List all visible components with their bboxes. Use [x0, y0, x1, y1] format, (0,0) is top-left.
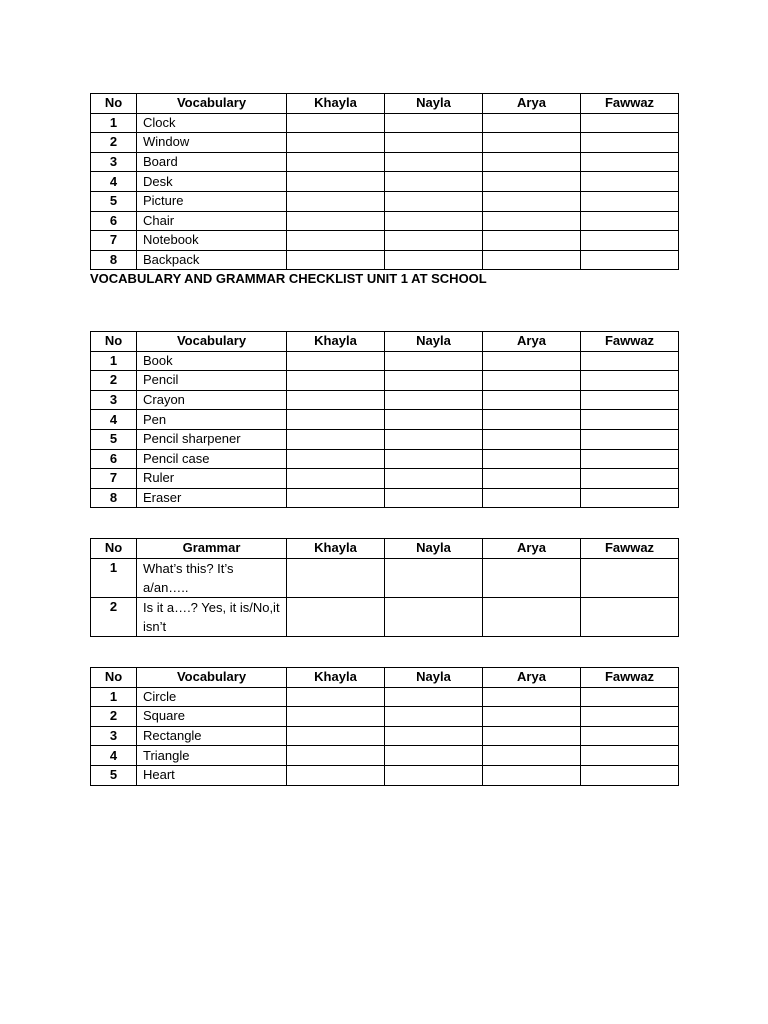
header-vocabulary: Vocabulary	[137, 332, 287, 352]
check-cell-nayla	[385, 390, 483, 410]
check-cell-fawwaz	[581, 687, 679, 707]
check-cell-khayla	[287, 231, 385, 251]
table-row	[91, 351, 679, 371]
header-student-khayla: Khayla	[287, 539, 385, 559]
table-row	[91, 152, 679, 172]
row-number: 4	[91, 410, 137, 430]
check-cell-arya	[483, 250, 581, 270]
row-number: 5	[91, 429, 137, 449]
table-row	[91, 211, 679, 231]
header-no: No	[91, 94, 137, 114]
check-cell-nayla	[385, 250, 483, 270]
check-cell-arya	[483, 429, 581, 449]
header-no: No	[91, 668, 137, 688]
check-cell-nayla	[385, 371, 483, 391]
row-number: 5	[91, 191, 137, 211]
check-cell-fawwaz	[581, 371, 679, 391]
table-row	[91, 250, 679, 270]
check-cell-arya	[483, 231, 581, 251]
check-cell-nayla	[385, 133, 483, 153]
check-cell-khayla	[287, 429, 385, 449]
row-number: 4	[91, 172, 137, 192]
item-label: Board	[137, 152, 287, 172]
table-row	[91, 429, 679, 449]
check-cell-khayla	[287, 449, 385, 469]
item-label: Triangle	[137, 746, 287, 766]
item-label: Window	[137, 133, 287, 153]
table-row	[91, 687, 679, 707]
row-number: 3	[91, 152, 137, 172]
check-cell-fawwaz	[581, 410, 679, 430]
check-cell-fawwaz	[581, 152, 679, 172]
item-label: Ruler	[137, 469, 287, 489]
check-cell-arya	[483, 687, 581, 707]
row-number: 2	[91, 133, 137, 153]
check-cell-arya	[483, 726, 581, 746]
table-row	[91, 191, 679, 211]
header-grammar: Grammar	[137, 539, 287, 559]
item-label: Rectangle	[137, 726, 287, 746]
item-label: Pen	[137, 410, 287, 430]
check-cell-fawwaz	[581, 726, 679, 746]
check-cell-arya	[483, 133, 581, 153]
table-row	[91, 133, 679, 153]
item-label: Square	[137, 707, 287, 727]
check-cell-fawwaz	[581, 449, 679, 469]
check-cell-nayla	[385, 687, 483, 707]
check-cell-fawwaz	[581, 172, 679, 192]
check-cell-khayla	[287, 726, 385, 746]
check-cell-arya	[483, 765, 581, 785]
header-row	[91, 332, 679, 352]
checklist-table-1	[90, 93, 679, 270]
table-row	[91, 488, 679, 508]
header-student-fawwaz: Fawwaz	[581, 332, 679, 352]
row-number: 2	[91, 597, 137, 636]
check-cell-khayla	[287, 371, 385, 391]
table-row	[91, 765, 679, 785]
table-row	[91, 707, 679, 727]
check-cell-nayla	[385, 597, 483, 636]
check-cell-arya	[483, 390, 581, 410]
table-row	[91, 231, 679, 251]
item-label: Pencil	[137, 371, 287, 391]
header-student-nayla: Nayla	[385, 332, 483, 352]
page-heading: VOCABULARY AND GRAMMAR CHECKLIST UNIT 1 AT SCHOOL	[90, 271, 487, 286]
check-cell-fawwaz	[581, 191, 679, 211]
header-student-nayla: Nayla	[385, 668, 483, 688]
check-cell-khayla	[287, 558, 385, 597]
check-cell-nayla	[385, 765, 483, 785]
check-cell-nayla	[385, 469, 483, 489]
check-cell-nayla	[385, 558, 483, 597]
table-row	[91, 726, 679, 746]
check-cell-arya	[483, 597, 581, 636]
check-cell-fawwaz	[581, 133, 679, 153]
header-student-fawwaz: Fawwaz	[581, 539, 679, 559]
check-cell-arya	[483, 469, 581, 489]
check-cell-khayla	[287, 191, 385, 211]
item-label: Chair	[137, 211, 287, 231]
row-number: 4	[91, 746, 137, 766]
check-cell-khayla	[287, 410, 385, 430]
table-row	[91, 558, 679, 597]
check-cell-fawwaz	[581, 211, 679, 231]
check-cell-khayla	[287, 133, 385, 153]
check-cell-fawwaz	[581, 558, 679, 597]
header-vocabulary: Vocabulary	[137, 668, 287, 688]
header-row	[91, 668, 679, 688]
header-student-arya: Arya	[483, 539, 581, 559]
check-cell-nayla	[385, 351, 483, 371]
check-cell-fawwaz	[581, 765, 679, 785]
table-row	[91, 746, 679, 766]
table-row	[91, 597, 679, 636]
checklist-table-4	[90, 667, 679, 786]
check-cell-arya	[483, 113, 581, 133]
item-label: Circle	[137, 687, 287, 707]
row-number: 7	[91, 469, 137, 489]
row-number: 8	[91, 488, 137, 508]
check-cell-khayla	[287, 250, 385, 270]
item-label: Heart	[137, 765, 287, 785]
header-row	[91, 539, 679, 559]
check-cell-nayla	[385, 488, 483, 508]
row-number: 6	[91, 211, 137, 231]
check-cell-fawwaz	[581, 113, 679, 133]
row-number: 5	[91, 765, 137, 785]
row-number: 3	[91, 390, 137, 410]
check-cell-arya	[483, 152, 581, 172]
check-cell-khayla	[287, 351, 385, 371]
check-cell-khayla	[287, 488, 385, 508]
check-cell-arya	[483, 558, 581, 597]
check-cell-nayla	[385, 211, 483, 231]
header-student-arya: Arya	[483, 94, 581, 114]
check-cell-khayla	[287, 172, 385, 192]
check-cell-nayla	[385, 191, 483, 211]
header-student-arya: Arya	[483, 332, 581, 352]
check-cell-arya	[483, 410, 581, 430]
check-cell-khayla	[287, 469, 385, 489]
check-cell-khayla	[287, 113, 385, 133]
check-cell-arya	[483, 707, 581, 727]
row-number: 7	[91, 231, 137, 251]
item-label: Eraser	[137, 488, 287, 508]
check-cell-fawwaz	[581, 351, 679, 371]
check-cell-khayla	[287, 211, 385, 231]
check-cell-khayla	[287, 597, 385, 636]
header-student-nayla: Nayla	[385, 94, 483, 114]
row-number: 1	[91, 351, 137, 371]
row-number: 8	[91, 250, 137, 270]
check-cell-fawwaz	[581, 488, 679, 508]
item-label: Backpack	[137, 250, 287, 270]
check-cell-nayla	[385, 113, 483, 133]
table-row	[91, 371, 679, 391]
check-cell-nayla	[385, 726, 483, 746]
check-cell-nayla	[385, 152, 483, 172]
check-cell-khayla	[287, 765, 385, 785]
row-number: 2	[91, 707, 137, 727]
item-label: Crayon	[137, 390, 287, 410]
checklist-table-2	[90, 331, 679, 508]
header-student-fawwaz: Fawwaz	[581, 94, 679, 114]
check-cell-fawwaz	[581, 429, 679, 449]
check-cell-khayla	[287, 707, 385, 727]
check-cell-nayla	[385, 449, 483, 469]
check-cell-fawwaz	[581, 390, 679, 410]
check-cell-fawwaz	[581, 597, 679, 636]
check-cell-khayla	[287, 746, 385, 766]
check-cell-arya	[483, 488, 581, 508]
header-no: No	[91, 539, 137, 559]
item-label: Pencil case	[137, 449, 287, 469]
header-student-khayla: Khayla	[287, 332, 385, 352]
check-cell-arya	[483, 172, 581, 192]
check-cell-nayla	[385, 410, 483, 430]
header-student-fawwaz: Fawwaz	[581, 668, 679, 688]
check-cell-fawwaz	[581, 231, 679, 251]
item-label: Book	[137, 351, 287, 371]
check-cell-nayla	[385, 746, 483, 766]
row-number: 1	[91, 558, 137, 597]
row-number: 1	[91, 113, 137, 133]
header-no: No	[91, 332, 137, 352]
check-cell-fawwaz	[581, 250, 679, 270]
check-cell-nayla	[385, 707, 483, 727]
row-number: 1	[91, 687, 137, 707]
table-row	[91, 449, 679, 469]
header-vocabulary: Vocabulary	[137, 94, 287, 114]
item-label: Notebook	[137, 231, 287, 251]
check-cell-khayla	[287, 390, 385, 410]
table-row	[91, 469, 679, 489]
header-student-khayla: Khayla	[287, 668, 385, 688]
header-student-khayla: Khayla	[287, 94, 385, 114]
header-student-arya: Arya	[483, 668, 581, 688]
check-cell-arya	[483, 211, 581, 231]
item-label: Picture	[137, 191, 287, 211]
item-label: What’s this? It’s a/an…..	[137, 558, 287, 597]
check-cell-arya	[483, 746, 581, 766]
header-row	[91, 94, 679, 114]
check-cell-khayla	[287, 152, 385, 172]
header-student-nayla: Nayla	[385, 539, 483, 559]
check-cell-khayla	[287, 687, 385, 707]
check-cell-fawwaz	[581, 707, 679, 727]
row-number: 6	[91, 449, 137, 469]
table-row	[91, 410, 679, 430]
check-cell-arya	[483, 191, 581, 211]
check-cell-arya	[483, 371, 581, 391]
check-cell-nayla	[385, 172, 483, 192]
table-row	[91, 113, 679, 133]
table-row	[91, 172, 679, 192]
item-label: Pencil sharpener	[137, 429, 287, 449]
check-cell-arya	[483, 351, 581, 371]
row-number: 3	[91, 726, 137, 746]
check-cell-arya	[483, 449, 581, 469]
row-number: 2	[91, 371, 137, 391]
item-label: Is it a….? Yes, it is/No,it isn’t	[137, 597, 287, 636]
item-label: Desk	[137, 172, 287, 192]
table-row	[91, 390, 679, 410]
item-label: Clock	[137, 113, 287, 133]
check-cell-nayla	[385, 231, 483, 251]
check-cell-fawwaz	[581, 746, 679, 766]
check-cell-nayla	[385, 429, 483, 449]
check-cell-fawwaz	[581, 469, 679, 489]
checklist-table-3	[90, 538, 679, 637]
